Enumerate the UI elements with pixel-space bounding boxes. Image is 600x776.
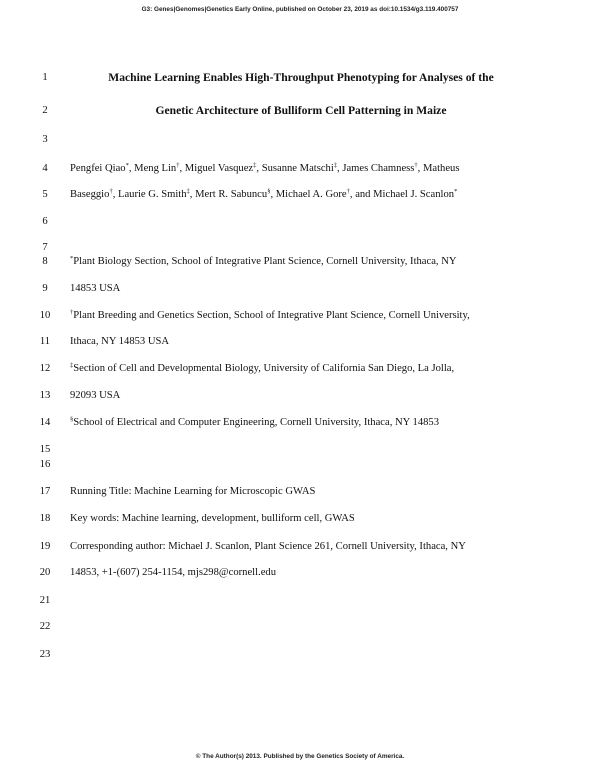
line-number: 8	[42, 256, 48, 267]
affiliation-1-cont: 14853 USA	[70, 283, 121, 294]
author: Susanne Matschi	[261, 163, 334, 174]
paper-title-line-2: Genetic Architecture of Bulliform Cell Patterning in Maize	[155, 104, 447, 117]
author: Meng Lin	[134, 163, 177, 174]
author-list-line-1: Pengfei Qiao*, Meng Lin†, Miguel Vasquez‡, Susanne Matschi‡, James Chamness†, Matheus	[70, 162, 460, 174]
author: Mert R. Sabuncu	[195, 189, 268, 200]
line-number: 16	[39, 459, 51, 470]
affiliation-mark: †	[176, 162, 180, 169]
line-number: 22	[39, 621, 51, 632]
line-number: 3	[42, 134, 48, 145]
affiliation-mark: †	[346, 188, 350, 195]
line-number: 5	[42, 189, 48, 200]
affiliation-text: Plant Breeding and Genetics Section, School of Integrative Plant Science, Cornell University,	[73, 310, 470, 321]
affiliation-mark: *	[125, 162, 129, 169]
line-number: 15	[39, 444, 51, 455]
line-number: 4	[42, 163, 48, 174]
affiliation-mark: †	[414, 162, 418, 169]
affiliation-mark: *	[70, 255, 74, 262]
copyright-footer: © The Author(s) 2013. Published by the Genetics Society of America.	[195, 753, 405, 760]
affiliation-text: Section of Cell and Developmental Biology, University of California San Diego, La Jolla,	[73, 363, 455, 374]
line-number: 19	[39, 541, 51, 552]
line-number: 2	[42, 105, 48, 116]
affiliation-4	[70, 417, 439, 429]
line-number: 18	[39, 513, 51, 524]
affiliation-2	[70, 310, 470, 322]
affiliation-2-cont: Ithaca, NY 14853 USA	[70, 336, 170, 347]
affiliation-mark: ‡	[186, 188, 190, 195]
author: Baseggio	[70, 189, 110, 200]
line-number: 11	[39, 336, 51, 347]
affiliation-3-cont: 92093 USA	[70, 390, 121, 401]
line-number: 12	[39, 363, 51, 374]
author: Miguel Vasquez	[184, 163, 254, 174]
author: Laurie G. Smith	[117, 189, 187, 200]
author: Pengfei Qiao	[70, 163, 126, 174]
journal-header: G3: Genes|Genomes|Genetics Early Online, published on October 23, 2019 as doi:10.1534/g3.119.400757	[141, 6, 459, 13]
author: Michael J. Scanlon	[373, 189, 455, 200]
line-number: 7	[42, 242, 48, 253]
affiliation-mark: §	[70, 416, 74, 423]
paper-title-line-1: Machine Learning Enables High-Throughput Phenotyping for Analyses of the	[108, 71, 494, 84]
line-number: 9	[42, 283, 48, 294]
affiliation-3	[70, 363, 454, 375]
affiliation-mark: †	[109, 188, 113, 195]
line-number: 17	[39, 486, 51, 497]
line-number: 21	[39, 595, 51, 606]
corresponding-author-cont: 14853, +1-(607) 254-1154, mjs298@cornell.edu	[70, 567, 276, 578]
running-title: Running Title: Machine Learning for Microscopic GWAS	[70, 486, 316, 497]
affiliation-mark: †	[70, 309, 74, 316]
line-number: 6	[42, 216, 48, 227]
keywords: Key words: Machine learning, development, bulliform cell, GWAS	[70, 513, 355, 524]
affiliation-1	[70, 256, 457, 268]
corresponding-author: Corresponding author: Michael J. Scanlon, Plant Science 261, Cornell University, Ithaca, NY	[70, 541, 466, 552]
line-number: 10	[39, 310, 51, 321]
affiliation-mark: ‡	[70, 362, 74, 369]
line-number: 14	[39, 417, 51, 428]
affiliation-text: Plant Biology Section, School of Integrative Plant Science, Cornell University, Ithaca, NY	[73, 256, 457, 267]
line-number: 20	[39, 567, 51, 578]
author: Michael A. Gore	[275, 189, 347, 200]
author: James Chamness	[342, 163, 415, 174]
line-number: 23	[39, 649, 51, 660]
author: Matheus	[422, 163, 460, 174]
affiliation-mark: *	[454, 188, 458, 195]
affiliation-mark: §	[267, 188, 271, 195]
line-number: 13	[39, 390, 51, 401]
line-number: 1	[42, 72, 48, 83]
affiliation-mark: ‡	[253, 162, 257, 169]
author-list-line-2: Baseggio†, Laurie G. Smith‡, Mert R. Sabuncu§, Michael A. Gore†, and Michael J. Scanlon*	[70, 188, 458, 200]
affiliation-text: School of Electrical and Computer Engineering, Cornell University, Ithaca, NY 14853	[73, 417, 440, 428]
affiliation-mark: ‡	[333, 162, 338, 169]
